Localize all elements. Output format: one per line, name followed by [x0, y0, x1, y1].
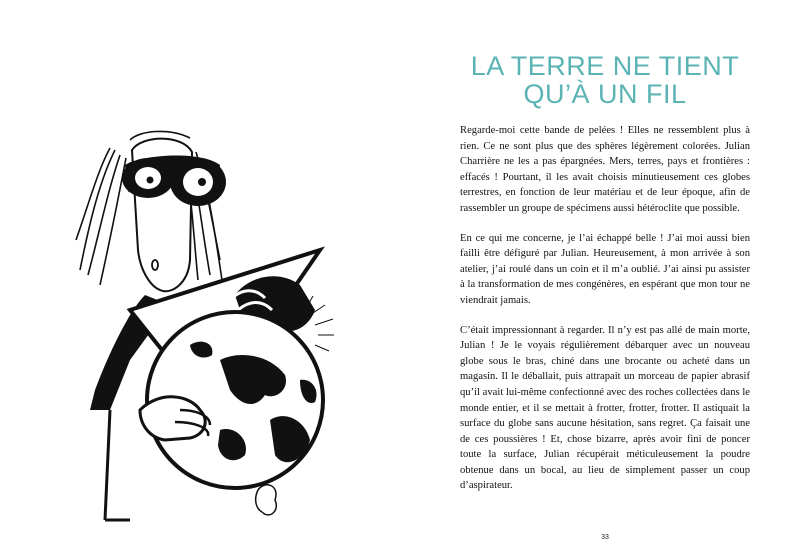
paragraph-1: Regarde-moi cette bande de pelées ! Elles ne ressemblent plus à rien. Ce ne sont plus que des sphères légèrement colorées. Julian Charrière ne les a pas épargnées. Mers, terres, pays et frontières : effacés ! Pourtant, il les avait choisis minutieusement ces globes terrestres, en fonction de leur matériau et de leur époque, afin de rassembler un groupe de spécimens aussi hétéroclite que possible.: [460, 125, 750, 214]
paragraph-3: C’était impressionnant à regarder. Il n’y est pas allé de main morte, Julian ! Je le voyais régulièrement débarquer avec un nouveau globe sous le bras, chiné dans une brocante ou acheté dans un magasin. Il le déballait, puis attrapait un morceau de papier abrasif qu’il avait lui-même confectionné avec des roches collectées dans le monde entier, et il se mettait à frotter, frotter, frotter. Il astiquait la surface du globe sans aucune hésitation, sans regret. Ça faisait une de ces poussières ! Et, chose bizarre, après avoir fini de poncer toute la surface, Julian récupérait méticuleusement la poudre obtenue dans un bocal, au lieu de simplement passer un coup d’aspirateur.: [460, 324, 750, 492]
body-text: [460, 123, 750, 508]
hand-lower: [140, 397, 205, 440]
chapter-title: [460, 52, 750, 108]
pupil-right: [198, 178, 206, 186]
page-number: 33: [601, 534, 609, 541]
leg-left: [105, 410, 130, 520]
chapter-title-line-2: QU’À UN FIL: [523, 79, 687, 109]
paragraph-2: En ce qui me concerne, je l’ai échappé belle ! J’ai moi aussi bien failli être défiguré par Julian. Heureusement, à mon arrivée à son atelier, j’ai roulé dans un coin et il m’a oublié. J’ai ainsi pu assister à la transformation de mes congénères, en espérant que mon tour ne viendrait jamais.: [460, 232, 750, 306]
dust-cloud: [256, 485, 277, 515]
illustration-artist-sanding-globe: [70, 110, 380, 540]
chapter-title-line-1: LA TERRE NE TIENT: [470, 51, 740, 81]
pupil-left: [147, 177, 154, 184]
